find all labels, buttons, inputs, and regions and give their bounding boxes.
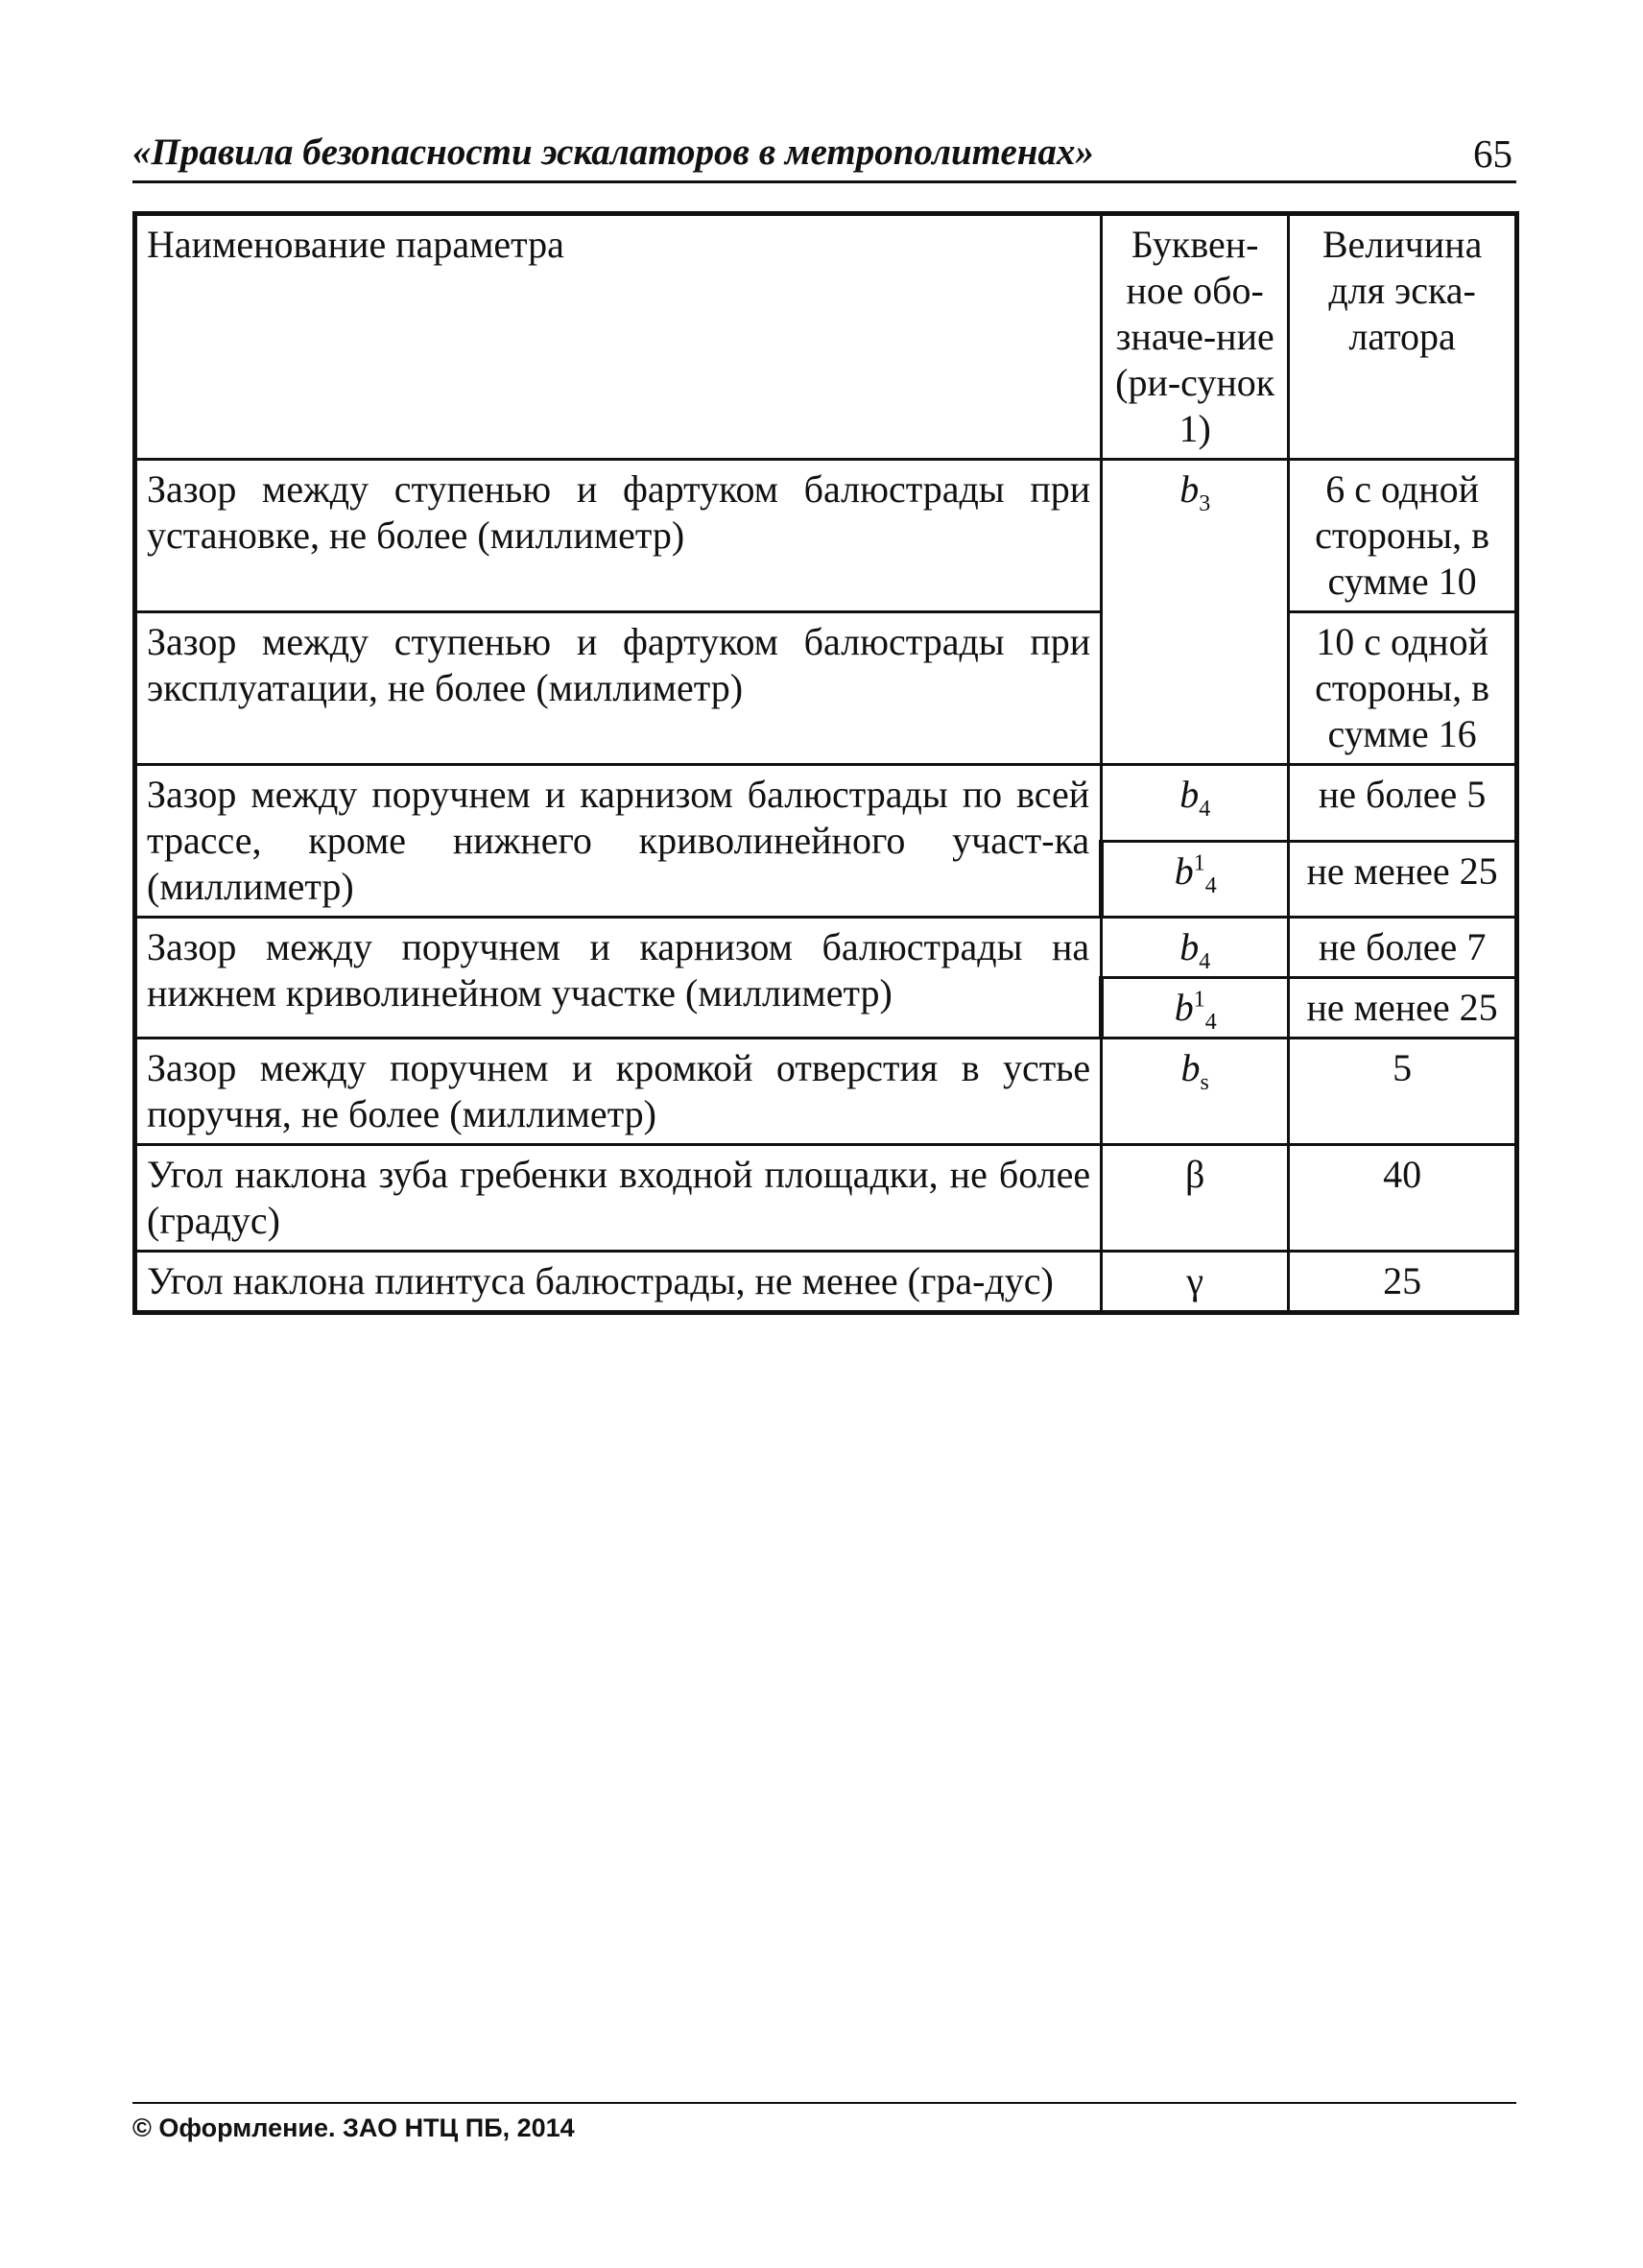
param-value: 25: [1289, 1252, 1517, 1313]
param-value: не менее 25: [1289, 841, 1517, 918]
param-symbol: γ: [1102, 1252, 1289, 1313]
page-number: 65: [1473, 131, 1512, 176]
param-value: не менее 25: [1289, 978, 1517, 1039]
param-value: 6 с одной стороны, в сумме 10: [1289, 460, 1517, 612]
param-value: не более 7: [1289, 918, 1517, 978]
table-row: [135, 765, 1517, 842]
table-row: [135, 918, 1517, 978]
param-name: Угол наклона зуба гребенки входной площадки, не более (градус): [135, 1145, 1102, 1252]
table-row: [135, 1145, 1517, 1252]
param-symbol: $b_3$: [1102, 460, 1289, 765]
param-symbol: $b_s$: [1102, 1039, 1289, 1145]
table-row: [135, 1039, 1517, 1145]
page-header: [132, 125, 1516, 183]
column-header-value: Величина для эска-латора: [1289, 214, 1517, 460]
param-symbol: $b^1_4$: [1102, 841, 1289, 918]
param-symbol: $b_4$: [1102, 765, 1289, 842]
parameters-table: [132, 211, 1519, 1315]
param-value: 40: [1289, 1145, 1517, 1252]
column-header-symbol: Буквен-ное обо-значе-ние (ри-сунок 1): [1102, 214, 1289, 460]
param-name: Зазор между поручнем и кромкой отверстия в устье поручня, не более (миллиметр): [135, 1039, 1102, 1145]
param-symbol: $b^1_4$: [1102, 978, 1289, 1039]
param-symbol: $b_4$: [1102, 918, 1289, 978]
copyright-footer: © Оформление. ЗАО НТЦ ПБ, 2014: [132, 2113, 575, 2142]
table-row: [135, 612, 1517, 765]
table-header-row: [135, 214, 1517, 460]
footer-divider: [132, 2102, 1516, 2104]
document-title: «Правила безопасности эскалаторов в метрополитенах»: [132, 131, 1094, 173]
param-name: Зазор между поручнем и карнизом балюстрады на нижнем криволинейном участке (миллиметр): [135, 918, 1102, 1039]
param-name: Зазор между ступенью и фартуком балюстрады при эксплуатации, не более (миллиметр): [135, 612, 1102, 765]
param-name: Зазор между ступенью и фартуком балюстрады при установке, не более (миллиметр): [135, 460, 1102, 612]
param-value: 5: [1289, 1039, 1517, 1145]
param-value: 10 с одной стороны, в сумме 16: [1289, 612, 1517, 765]
param-symbol: β: [1102, 1145, 1289, 1252]
param-name: Угол наклона плинтуса балюстрады, не менее (гра-дус): [135, 1252, 1102, 1313]
column-header-name: Наименование параметра: [135, 214, 1102, 460]
param-value: не более 5: [1289, 765, 1517, 842]
table-row: [135, 1252, 1517, 1313]
table-row: [135, 460, 1517, 612]
param-name: Зазор между поручнем и карнизом балюстрады по всей трассе, кроме нижнего криволинейного участ-ка (миллиметр): [135, 765, 1102, 918]
